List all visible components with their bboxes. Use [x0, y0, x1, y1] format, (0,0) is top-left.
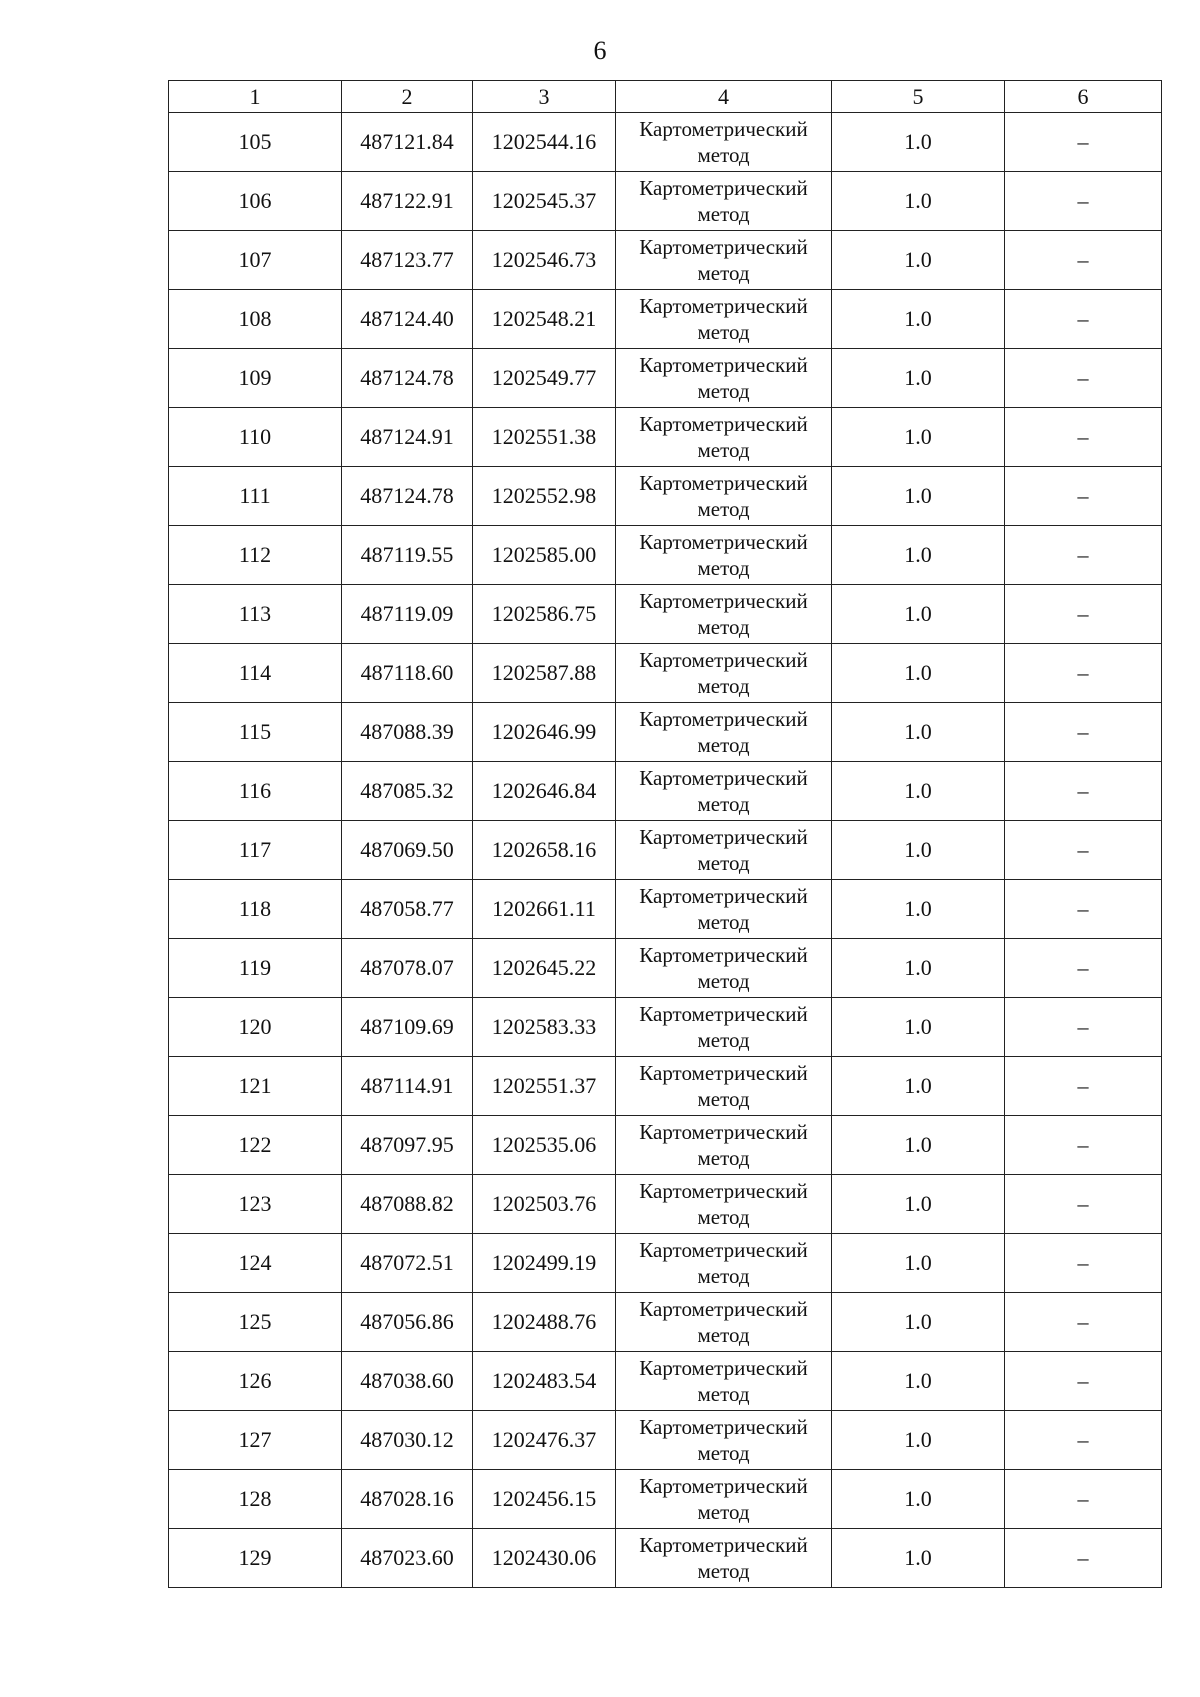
method-cell: Картометрический метод	[616, 113, 832, 172]
method-cell: Картометрический метод	[616, 880, 832, 939]
note-cell: –	[1005, 526, 1162, 585]
y-coordinate-cell: 1202456.15	[473, 1470, 616, 1529]
x-coordinate-cell: 487023.60	[342, 1529, 473, 1588]
method-cell: Картометрический метод	[616, 644, 832, 703]
x-coordinate-cell: 487124.40	[342, 290, 473, 349]
y-coordinate-cell: 1202503.76	[473, 1175, 616, 1234]
table-row	[169, 1529, 1162, 1588]
point-number-cell: 116	[169, 762, 342, 821]
x-coordinate-cell: 487058.77	[342, 880, 473, 939]
x-coordinate-cell: 487072.51	[342, 1234, 473, 1293]
note-cell: –	[1005, 585, 1162, 644]
table-row	[169, 1470, 1162, 1529]
accuracy-cell: 1.0	[832, 526, 1005, 585]
point-number-cell: 119	[169, 939, 342, 998]
method-cell: Картометрический метод	[616, 526, 832, 585]
method-cell: Картометрический метод	[616, 1529, 832, 1588]
x-coordinate-cell: 487121.84	[342, 113, 473, 172]
method-cell: Картометрический метод	[616, 821, 832, 880]
x-coordinate-cell: 487038.60	[342, 1352, 473, 1411]
method-cell: Картометрический метод	[616, 1175, 832, 1234]
y-coordinate-cell: 1202646.99	[473, 703, 616, 762]
column-header-3: 3	[473, 81, 616, 113]
y-coordinate-cell: 1202585.00	[473, 526, 616, 585]
note-cell: –	[1005, 703, 1162, 762]
accuracy-cell: 1.0	[832, 349, 1005, 408]
method-cell: Картометрический метод	[616, 1411, 832, 1470]
table-row	[169, 408, 1162, 467]
point-number-cell: 125	[169, 1293, 342, 1352]
x-coordinate-cell: 487124.78	[342, 349, 473, 408]
x-coordinate-cell: 487122.91	[342, 172, 473, 231]
point-number-cell: 111	[169, 467, 342, 526]
method-cell: Картометрический метод	[616, 1352, 832, 1411]
x-coordinate-cell: 487109.69	[342, 998, 473, 1057]
accuracy-cell: 1.0	[832, 408, 1005, 467]
table-row	[169, 821, 1162, 880]
note-cell: –	[1005, 1529, 1162, 1588]
note-cell: –	[1005, 1234, 1162, 1293]
x-coordinate-cell: 487088.39	[342, 703, 473, 762]
y-coordinate-cell: 1202551.38	[473, 408, 616, 467]
table-row	[169, 703, 1162, 762]
y-coordinate-cell: 1202583.33	[473, 998, 616, 1057]
x-coordinate-cell: 487056.86	[342, 1293, 473, 1352]
table-row	[169, 1234, 1162, 1293]
point-number-cell: 123	[169, 1175, 342, 1234]
x-coordinate-cell: 487085.32	[342, 762, 473, 821]
point-number-cell: 106	[169, 172, 342, 231]
y-coordinate-cell: 1202535.06	[473, 1116, 616, 1175]
point-number-cell: 107	[169, 231, 342, 290]
accuracy-cell: 1.0	[832, 231, 1005, 290]
accuracy-cell: 1.0	[832, 1470, 1005, 1529]
note-cell: –	[1005, 821, 1162, 880]
note-cell: –	[1005, 644, 1162, 703]
x-coordinate-cell: 487119.09	[342, 585, 473, 644]
accuracy-cell: 1.0	[832, 703, 1005, 762]
table-row	[169, 113, 1162, 172]
y-coordinate-cell: 1202488.76	[473, 1293, 616, 1352]
y-coordinate-cell: 1202586.75	[473, 585, 616, 644]
accuracy-cell: 1.0	[832, 939, 1005, 998]
column-header-4: 4	[616, 81, 832, 113]
accuracy-cell: 1.0	[832, 1234, 1005, 1293]
table-row	[169, 526, 1162, 585]
y-coordinate-cell: 1202658.16	[473, 821, 616, 880]
y-coordinate-cell: 1202551.37	[473, 1057, 616, 1116]
point-number-cell: 108	[169, 290, 342, 349]
y-coordinate-cell: 1202499.19	[473, 1234, 616, 1293]
method-cell: Картометрический метод	[616, 998, 832, 1057]
table-row	[169, 1175, 1162, 1234]
coordinates-table	[168, 80, 1162, 1588]
table-row	[169, 467, 1162, 526]
x-coordinate-cell: 487119.55	[342, 526, 473, 585]
accuracy-cell: 1.0	[832, 585, 1005, 644]
accuracy-cell: 1.0	[832, 1116, 1005, 1175]
y-coordinate-cell: 1202430.06	[473, 1529, 616, 1588]
y-coordinate-cell: 1202661.11	[473, 880, 616, 939]
note-cell: –	[1005, 290, 1162, 349]
y-coordinate-cell: 1202483.54	[473, 1352, 616, 1411]
accuracy-cell: 1.0	[832, 1529, 1005, 1588]
page-number: 6	[593, 36, 607, 65]
column-header-5: 5	[832, 81, 1005, 113]
point-number-cell: 118	[169, 880, 342, 939]
method-cell: Картометрический метод	[616, 408, 832, 467]
x-coordinate-cell: 487114.91	[342, 1057, 473, 1116]
y-coordinate-cell: 1202545.37	[473, 172, 616, 231]
x-coordinate-cell: 487078.07	[342, 939, 473, 998]
table-row	[169, 762, 1162, 821]
accuracy-cell: 1.0	[832, 113, 1005, 172]
accuracy-cell: 1.0	[832, 644, 1005, 703]
point-number-cell: 112	[169, 526, 342, 585]
table-row	[169, 880, 1162, 939]
note-cell: –	[1005, 467, 1162, 526]
method-cell: Картометрический метод	[616, 467, 832, 526]
table-body	[169, 113, 1162, 1588]
y-coordinate-cell: 1202549.77	[473, 349, 616, 408]
method-cell: Картометрический метод	[616, 1470, 832, 1529]
y-coordinate-cell: 1202546.73	[473, 231, 616, 290]
method-cell: Картометрический метод	[616, 585, 832, 644]
x-coordinate-cell: 487069.50	[342, 821, 473, 880]
note-cell: –	[1005, 408, 1162, 467]
note-cell: –	[1005, 349, 1162, 408]
method-cell: Картометрический метод	[616, 1116, 832, 1175]
accuracy-cell: 1.0	[832, 290, 1005, 349]
point-number-cell: 115	[169, 703, 342, 762]
column-header-1: 1	[169, 81, 342, 113]
point-number-cell: 105	[169, 113, 342, 172]
point-number-cell: 122	[169, 1116, 342, 1175]
accuracy-cell: 1.0	[832, 1057, 1005, 1116]
accuracy-cell: 1.0	[832, 821, 1005, 880]
accuracy-cell: 1.0	[832, 1175, 1005, 1234]
y-coordinate-cell: 1202544.16	[473, 113, 616, 172]
accuracy-cell: 1.0	[832, 1352, 1005, 1411]
point-number-cell: 113	[169, 585, 342, 644]
y-coordinate-cell: 1202476.37	[473, 1411, 616, 1470]
y-coordinate-cell: 1202552.98	[473, 467, 616, 526]
note-cell: –	[1005, 1470, 1162, 1529]
method-cell: Картометрический метод	[616, 1293, 832, 1352]
y-coordinate-cell: 1202548.21	[473, 290, 616, 349]
column-header-6: 6	[1005, 81, 1162, 113]
point-number-cell: 126	[169, 1352, 342, 1411]
method-cell: Картометрический метод	[616, 703, 832, 762]
x-coordinate-cell: 487124.78	[342, 467, 473, 526]
table-row	[169, 939, 1162, 998]
method-cell: Картометрический метод	[616, 1234, 832, 1293]
note-cell: –	[1005, 762, 1162, 821]
table-row	[169, 349, 1162, 408]
method-cell: Картометрический метод	[616, 1057, 832, 1116]
note-cell: –	[1005, 113, 1162, 172]
table-row	[169, 1352, 1162, 1411]
table-row	[169, 1057, 1162, 1116]
point-number-cell: 120	[169, 998, 342, 1057]
point-number-cell: 114	[169, 644, 342, 703]
table-row	[169, 1411, 1162, 1470]
point-number-cell: 121	[169, 1057, 342, 1116]
accuracy-cell: 1.0	[832, 172, 1005, 231]
accuracy-cell: 1.0	[832, 998, 1005, 1057]
table-row	[169, 231, 1162, 290]
table-row	[169, 585, 1162, 644]
method-cell: Картометрический метод	[616, 290, 832, 349]
point-number-cell: 128	[169, 1470, 342, 1529]
x-coordinate-cell: 487030.12	[342, 1411, 473, 1470]
accuracy-cell: 1.0	[832, 762, 1005, 821]
y-coordinate-cell: 1202645.22	[473, 939, 616, 998]
note-cell: –	[1005, 1057, 1162, 1116]
note-cell: –	[1005, 1293, 1162, 1352]
note-cell: –	[1005, 998, 1162, 1057]
point-number-cell: 117	[169, 821, 342, 880]
method-cell: Картометрический метод	[616, 172, 832, 231]
note-cell: –	[1005, 172, 1162, 231]
method-cell: Картометрический метод	[616, 939, 832, 998]
accuracy-cell: 1.0	[832, 1293, 1005, 1352]
note-cell: –	[1005, 880, 1162, 939]
point-number-cell: 127	[169, 1411, 342, 1470]
x-coordinate-cell: 487088.82	[342, 1175, 473, 1234]
point-number-cell: 110	[169, 408, 342, 467]
x-coordinate-cell: 487028.16	[342, 1470, 473, 1529]
x-coordinate-cell: 487123.77	[342, 231, 473, 290]
note-cell: –	[1005, 939, 1162, 998]
table-row	[169, 998, 1162, 1057]
column-header-2: 2	[342, 81, 473, 113]
note-cell: –	[1005, 231, 1162, 290]
method-cell: Картометрический метод	[616, 349, 832, 408]
x-coordinate-cell: 487097.95	[342, 1116, 473, 1175]
note-cell: –	[1005, 1116, 1162, 1175]
accuracy-cell: 1.0	[832, 467, 1005, 526]
point-number-cell: 129	[169, 1529, 342, 1588]
header-row	[169, 81, 1162, 113]
point-number-cell: 124	[169, 1234, 342, 1293]
note-cell: –	[1005, 1411, 1162, 1470]
accuracy-cell: 1.0	[832, 880, 1005, 939]
note-cell: –	[1005, 1175, 1162, 1234]
table-row	[169, 290, 1162, 349]
table-row	[169, 1116, 1162, 1175]
table-row	[169, 172, 1162, 231]
method-cell: Картометрический метод	[616, 762, 832, 821]
method-cell: Картометрический метод	[616, 231, 832, 290]
y-coordinate-cell: 1202646.84	[473, 762, 616, 821]
x-coordinate-cell: 487118.60	[342, 644, 473, 703]
table-row	[169, 1293, 1162, 1352]
y-coordinate-cell: 1202587.88	[473, 644, 616, 703]
x-coordinate-cell: 487124.91	[342, 408, 473, 467]
note-cell: –	[1005, 1352, 1162, 1411]
point-number-cell: 109	[169, 349, 342, 408]
table-row	[169, 644, 1162, 703]
accuracy-cell: 1.0	[832, 1411, 1005, 1470]
